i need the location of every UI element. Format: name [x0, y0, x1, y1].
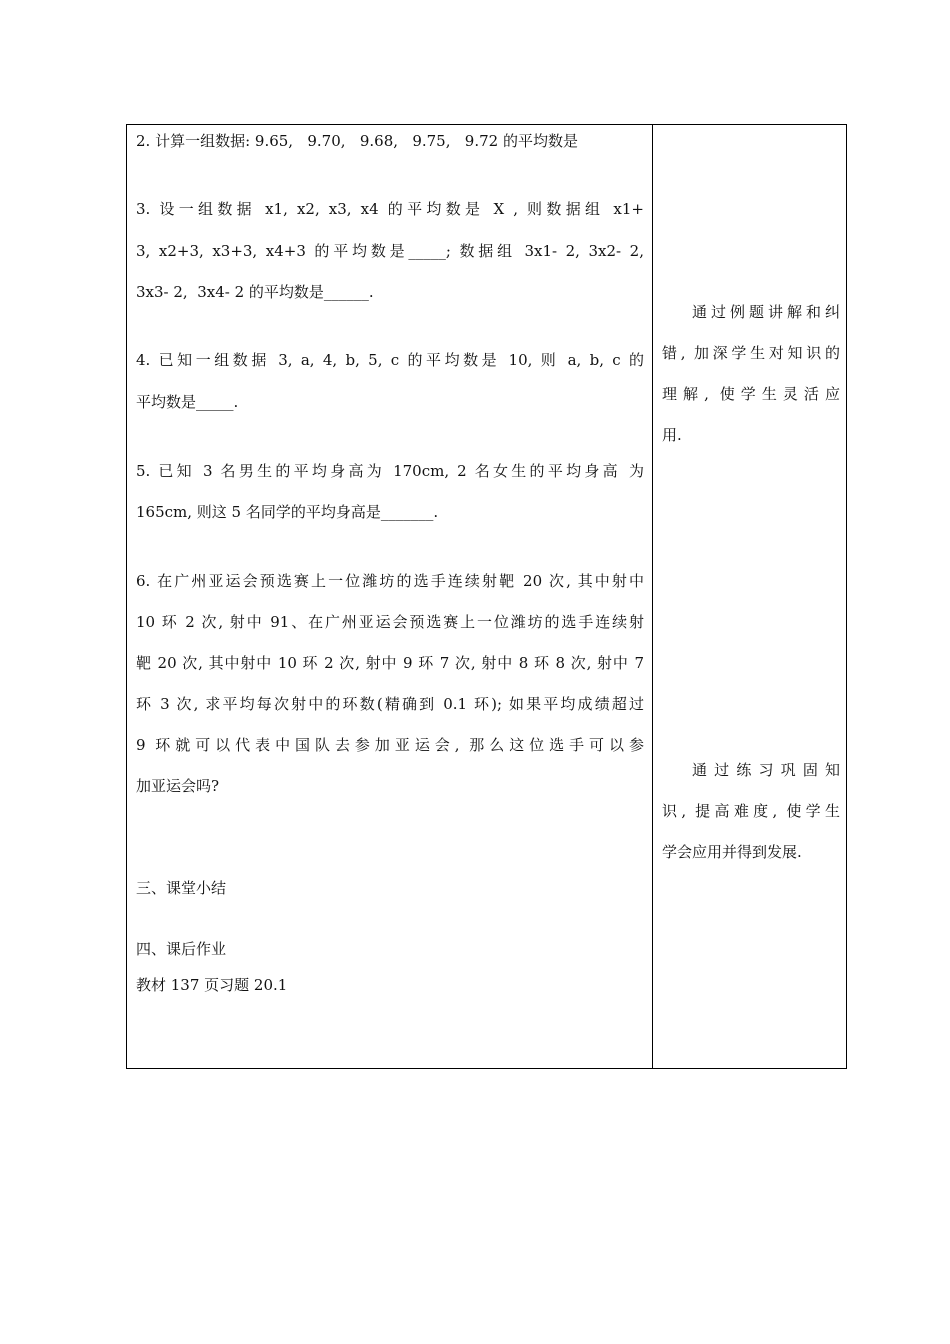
homework-detail: 教材 137 页习题 20.1	[136, 976, 288, 994]
lesson-table	[126, 124, 847, 1069]
question-4-line-2: 平均数是_____.	[136, 393, 239, 411]
question-2: 2. 计算一组数据: 9.65, 9.70, 9.68, 9.75, 9.72 的平均数是	[136, 132, 578, 150]
note-2-line-1: 通过练习巩固知	[692, 761, 840, 779]
note-1-line-3: 理解, 使学生灵活应	[662, 385, 840, 403]
question-6-line-5: 9 环就可以代表中国队去参加亚运会, 那么这位选手可以参	[136, 736, 644, 754]
question-5-line-2: 165cm, 则这 5 名同学的平均身高是_______.	[136, 503, 439, 521]
question-3-line-1: 3. 设一组数据 x1, x2, x3, x4 的平均数是 X , 则数据组 x1+	[136, 200, 644, 218]
note-2-line-3: 学会应用并得到发展.	[662, 843, 802, 861]
question-6-line-4: 环 3 次, 求平均每次射中的环数(精确到 0.1 环); 如果平均成绩超过	[136, 695, 644, 713]
question-6-line-2: 10 环 2 次, 射中 91、在广州亚运会预选赛上一位潍坊的选手连续射	[136, 613, 644, 631]
column-divider	[652, 125, 653, 1068]
question-6-line-1: 6. 在广州亚运会预选赛上一位潍坊的选手连续射靶 20 次, 其中射中	[136, 572, 644, 590]
note-1-line-2: 错, 加深学生对知识的	[662, 344, 840, 362]
question-6-line-6: 加亚运会吗?	[136, 777, 220, 795]
note-1-line-1: 通过例题讲解和纠	[692, 303, 840, 321]
question-4-line-1: 4. 已知一组数据 3, a, 4, b, 5, c 的平均数是 10, 则 a, b, c 的	[136, 351, 644, 369]
question-3-line-3: 3x3- 2, 3x4- 2 的平均数是______.	[136, 283, 374, 301]
note-2-line-2: 识, 提高难度, 使学生	[662, 802, 840, 820]
question-6-line-3: 靶 20 次, 其中射中 10 环 2 次, 射中 9 环 7 次, 射中 8 环 8 次, 射中 7	[136, 654, 644, 672]
note-1-line-4: 用.	[662, 426, 682, 444]
question-3-line-2: 3, x2+3, x3+3, x4+3 的平均数是_____; 数据组 3x1- 2, 3x2- 2,	[136, 242, 644, 260]
section-summary-heading: 三、课堂小结	[136, 879, 227, 897]
question-5-line-1: 5. 已知 3 名男生的平均身高为 170cm, 2 名女生的平均身高 为	[136, 462, 644, 480]
section-homework-heading: 四、课后作业	[136, 940, 227, 958]
